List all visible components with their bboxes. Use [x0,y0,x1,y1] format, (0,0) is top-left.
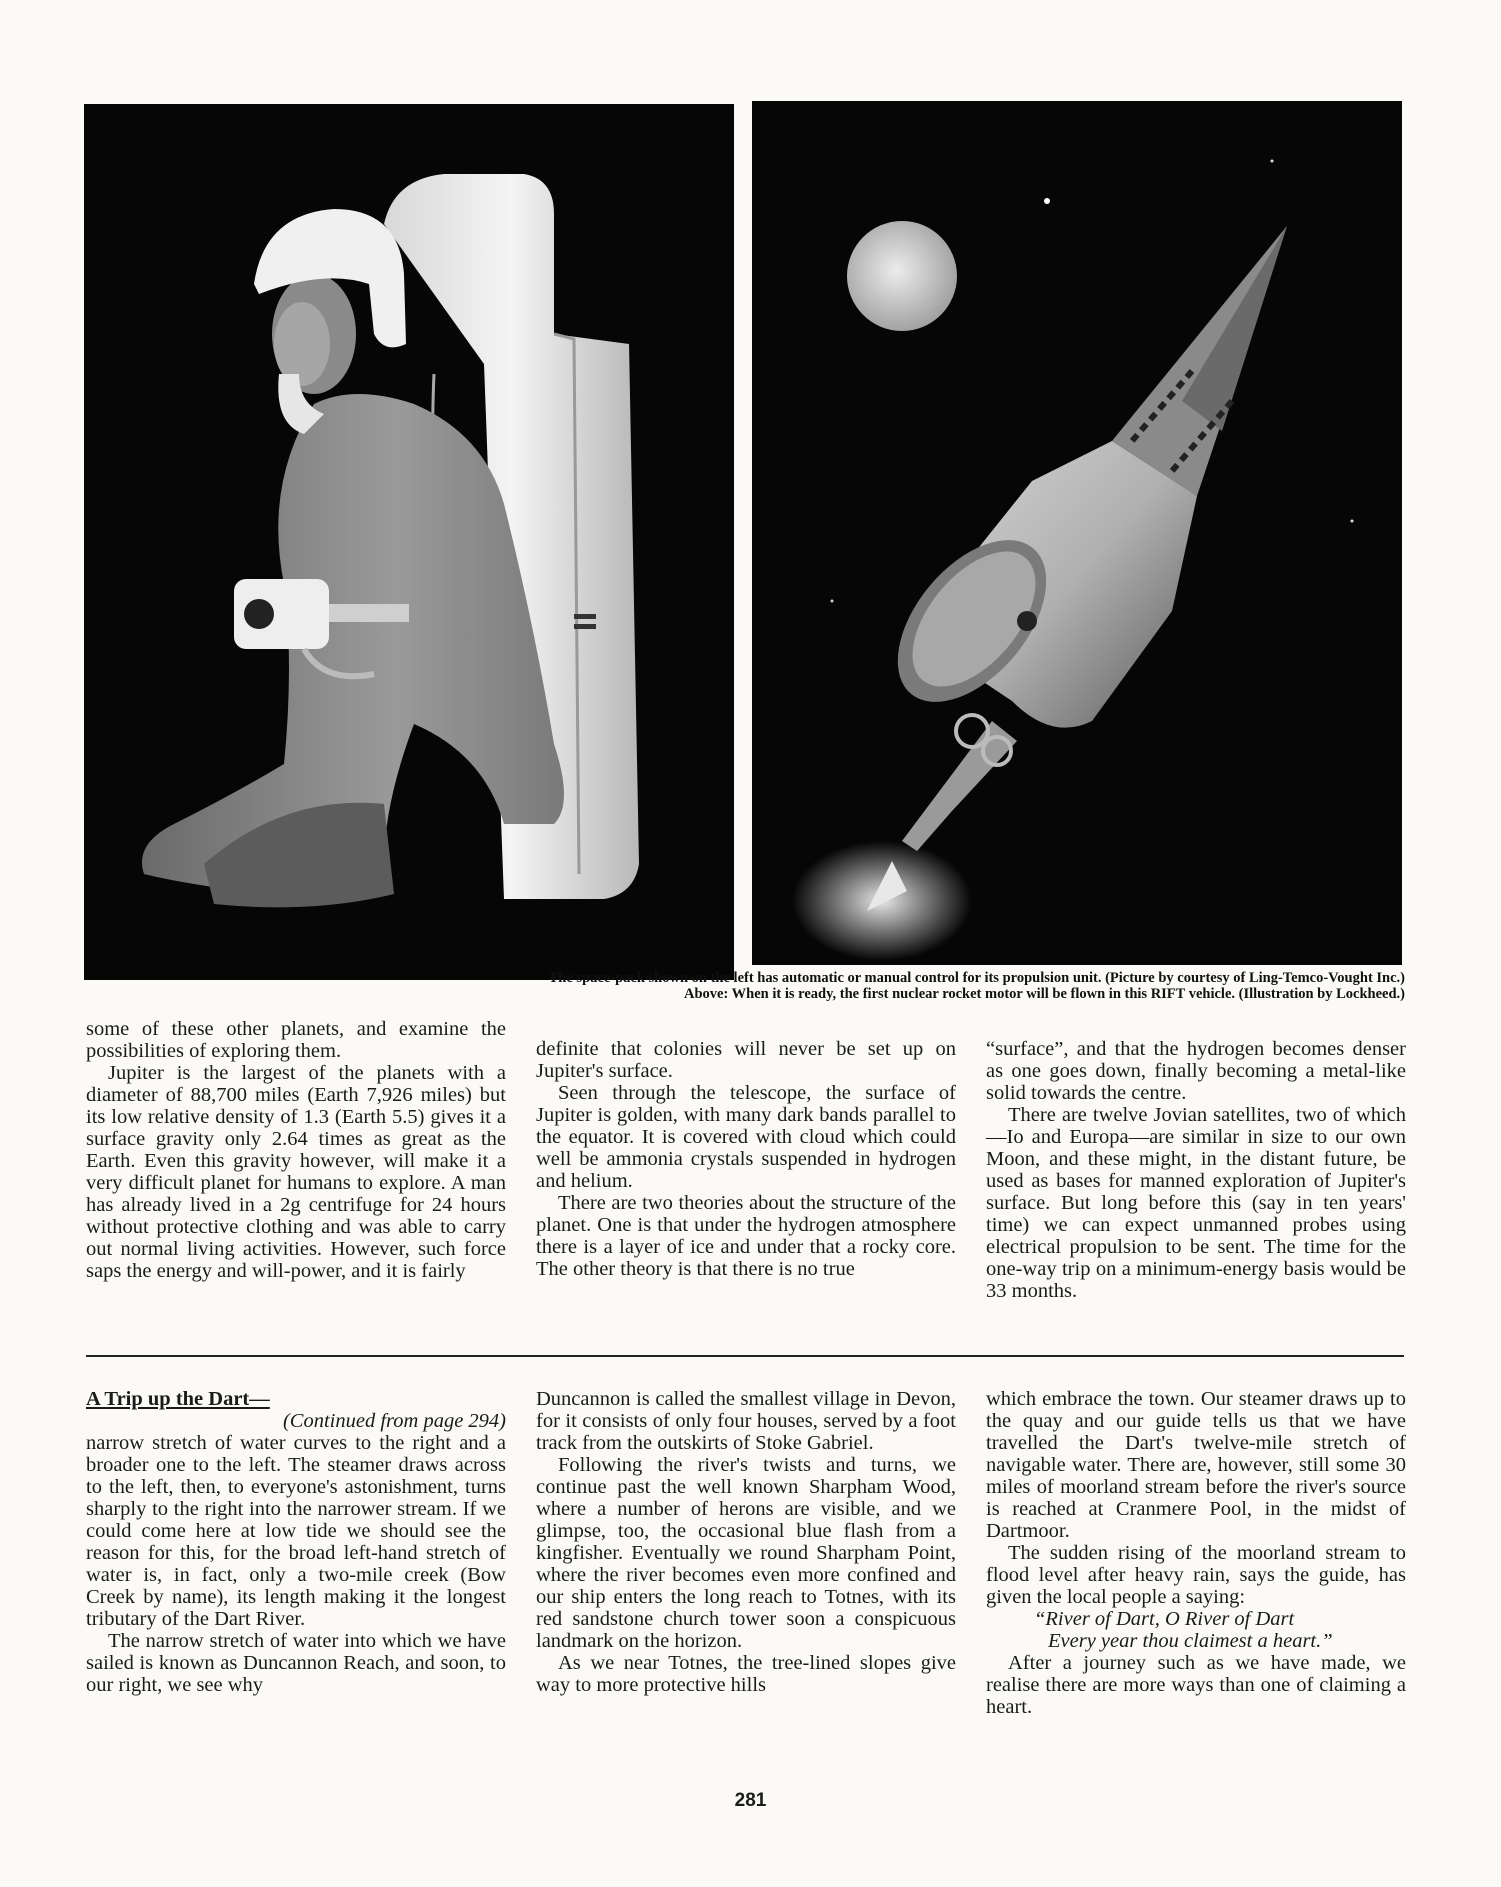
article-title: A Trip up the Dart— [86,1388,270,1410]
rift-vehicle-illustration [752,101,1402,965]
paragraph: Following the river's twists and turns, we continue past the well known Sharpham Wood, where a number of herons are visible, and we glimpse, too, the occasional blue flash from a kingfisher. Eventually we round Sharpham Point, where the river becomes even more confined and our ship enters the long reach to Totnes, with its red sandstone church tower soon a conspicuous landmark on the horizon. [536,1454,956,1652]
paragraph: Seen through the telescope, the surface of Jupiter is golden, with many dark bands parallel to the equator. It is covered with cloud which could well be ammonia crystals suspended in hydrogen and helium. [536,1082,956,1192]
verse-line: Every year thou claimest a heart.” [1048,1630,1333,1652]
lower-column-2 [536,1388,956,1696]
paragraph: The narrow stretch of water into which we have sailed is known as Duncannon Reach, and soon, to our right, we see why [86,1630,506,1696]
figure-caption: The space-pack shown on the left has automatic or manual control for its propulsion unit. (Picture by courtesy of Ling-Temco-Vought Inc.) Above: When it is ready, the first nuclear rocket motor will be flown in this RIFT vehicle. (Illustration by Lockheed.) [548,970,1405,1002]
upper-column-2 [536,1038,956,1280]
paragraph: narrow stretch of water curves to the right and a broader one to the left. The steamer draws across to the left, then, to everyone's astonishment, turns sharply to the right into the narrower stream. If we could come here at low tide we should see the reason for this, for the broad left-hand stretch of water is, in fact, only a two-mile creek (Bow Creek by name), its length making it the longest tributary of the Dart River. [86,1432,506,1630]
paragraph: There are twelve Jovian satellites, two of which—Io and Europa—are similar in size to our own Moon, and these might, in the distant future, be used as bases for manned exploration of Jupiter's surface. But long before this (say in ten years' time) we can expect unmanned probes using electrical propulsion to be sent. The time for the one-way trip on a minimum-energy basis would be 33 months. [986,1104,1406,1302]
paragraph: Duncannon is called the smallest village in Devon, for it consists of only four houses, served by a foot track from the outskirts of Stoke Gabriel. [536,1388,956,1454]
paragraph: There are two theories about the structure of the planet. One is that under the hydrogen atmosphere there is a layer of ice and under that a rocky core. The other theory is that there is no true [536,1192,956,1280]
paragraph: Jupiter is the largest of the planets with a diameter of 88,700 miles (Earth 7,926 miles) but its low relative density of 1.3 (Earth 5.5) gives it a surface gravity only 2.64 times as great as the Earth. Even this gravity however, will make it a very difficult planet for humans to explore. A man has already lived in a 2g centrifuge for 24 hours without protective clothing and was able to carry out normal living activities. However, such force saps the energy and will-power, and it is fairly [86,1062,506,1282]
paragraph: which embrace the town. Our steamer draws up to the quay and our guide tells us that we have travelled the Dart's twelve-mile stretch of navigable water. There are, however, still some 30 miles of moorland stream before the river's source is reached at Cranmere Pool, in the midst of Dartmoor. [986,1388,1406,1542]
paragraph: “surface”, and that the hydrogen becomes denser as one goes down, finally becoming a metal-like solid towards the centre. [986,1038,1406,1104]
upper-column-1 [86,1018,506,1282]
space-pack-illustration [84,104,734,980]
space-pack-photo [84,104,734,980]
paragraph: some of these other planets, and examine the possibilities of exploring them. [86,1018,506,1062]
page-number: 281 [734,1790,767,1811]
upper-column-3 [986,1038,1406,1302]
verse-line: “River of Dart, O River of Dart [1034,1608,1295,1630]
lower-column-3 [986,1388,1406,1718]
moon [847,221,957,331]
paragraph: definite that colonies will never be set up on Jupiter's surface. [536,1038,956,1082]
paragraph: As we near Totnes, the tree-lined slopes give way to more protective hills [536,1652,956,1696]
section-divider [86,1355,1404,1357]
lower-column-1 [86,1388,506,1696]
paragraph: The sudden rising of the moorland stream to flood level after heavy rain, says the guide, has given the local people a saying: [986,1542,1406,1608]
continued-note: (Continued from page 294) [282,1410,506,1432]
paragraph: After a journey such as we have made, we realise there are more ways than one of claiming a heart. [986,1652,1406,1718]
rocket-illustration [752,101,1402,965]
